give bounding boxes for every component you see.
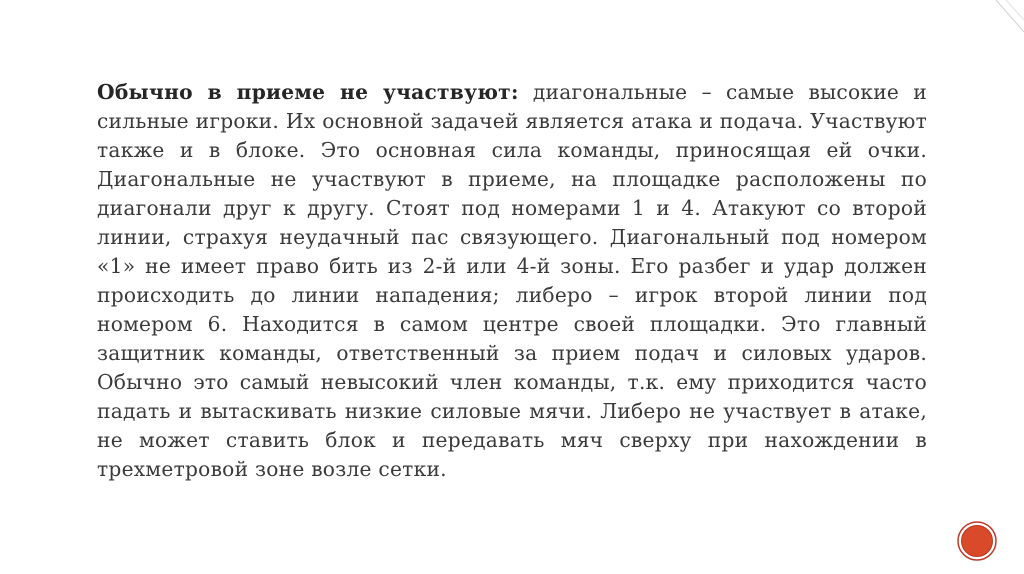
slide-body-text — [97, 78, 927, 484]
circle-button-icon[interactable] — [957, 521, 997, 561]
corner-fold-icon — [996, 0, 1024, 32]
slide-lead-text: Обычно в приеме не участвуют: — [97, 80, 519, 104]
slide-paragraph-text: диагональные – самые высокие и сильные игроки. Их основной задачей является атака и подача. Участвуют также и в блоке. Это основная сила команды, приносящая ей очки. Диагональные не участвуют в приеме, на площадке расположены по диагонали друг к другу. Стоят под номерами 1 и 4. Атакуют со второй линии, страхуя неудачный пас связующего. Диагональный под номером «1» не имеет право бить из 2-й или 4-й зоны. Его разбег и удар должен происходить до линии нападения; либеро – игрок второй линии под номером 6. Находится в самом центре своей площадки. Это главный защитник команды, ответственный за прием подач и силовых ударов. Обычно это самый невысокий член команды, т.к. ему приходится часто падать и вытаскивать низкие силовые мячи. Либеро не участвует в атаке, не может ставить блок и передавать мяч сверху при нахождении в трехметровой зоне возле сетки. — [97, 80, 928, 481]
